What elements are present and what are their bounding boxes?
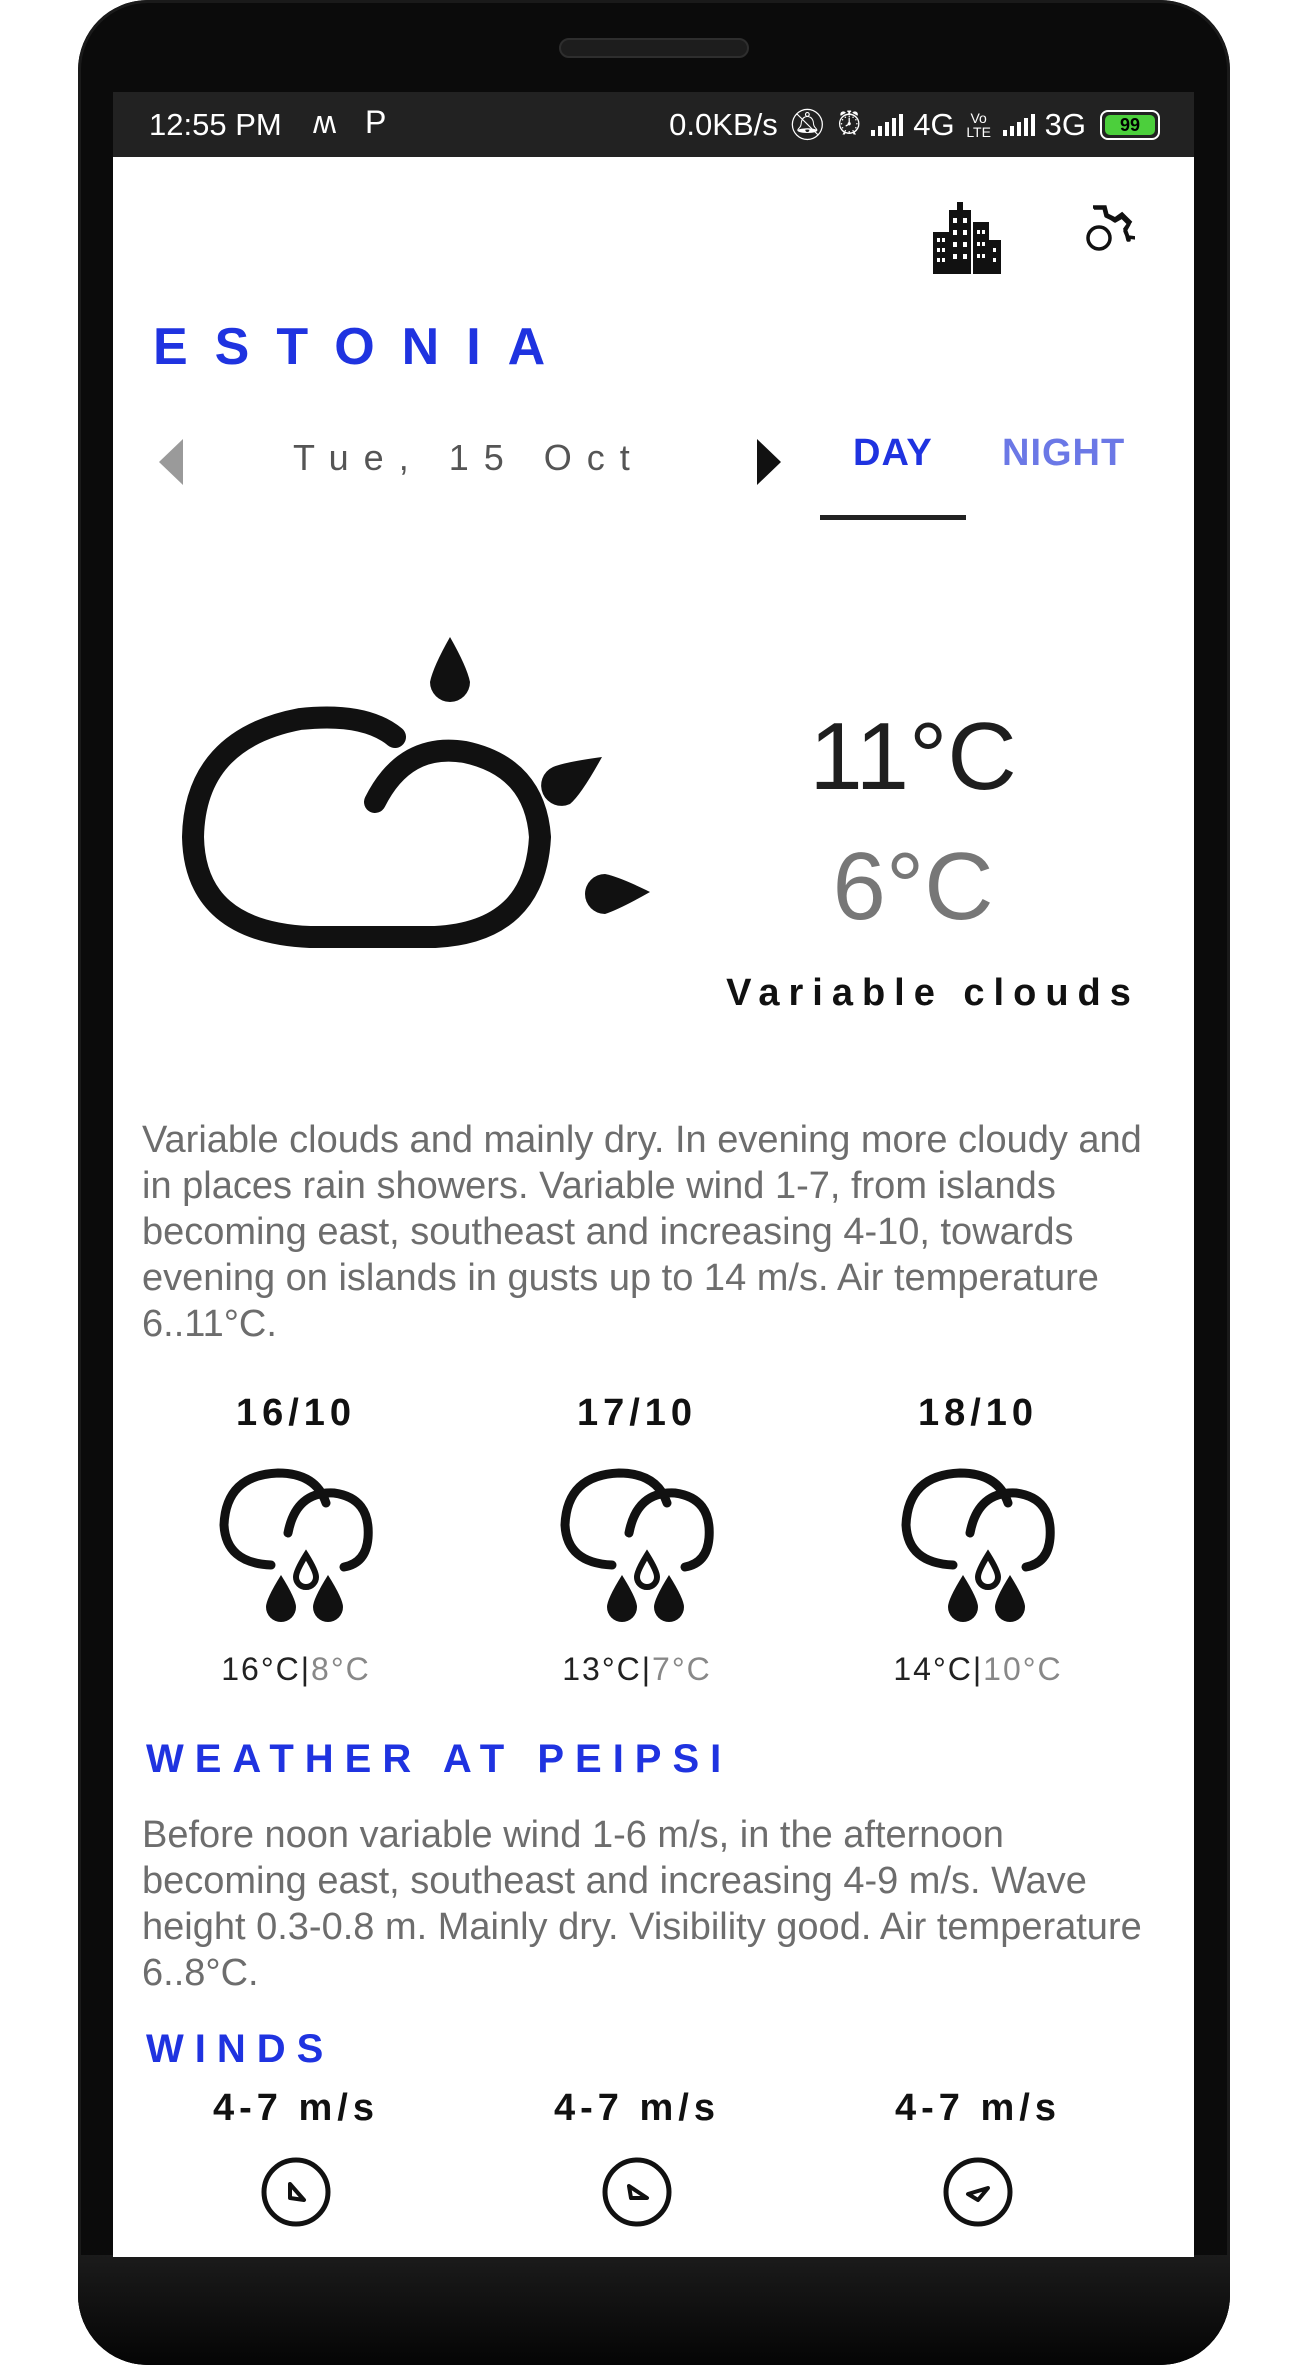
date-label: Tue, 15 Oct xyxy=(293,437,645,478)
gear-icon[interactable] xyxy=(1063,202,1135,274)
variable-clouds-icon xyxy=(165,627,677,960)
wind-direction-icon xyxy=(942,2156,1014,2228)
peipsi-description: Before noon variable wind 1-6 m/s, in the afternoon becoming east, southeast and increasing 4-9 m/s. Wave height 0.3-0.8 m. Mainly dry. Visibility good. Air temperature 6..8°C. xyxy=(142,1814,1142,1994)
wind-item xyxy=(477,2087,797,2228)
winds-title: WINDS xyxy=(146,2027,335,2071)
phone-speaker xyxy=(559,38,749,58)
rain-cloud-icon xyxy=(216,1463,376,1633)
forecast-date: 17/10 xyxy=(576,1392,698,1434)
city-icon[interactable] xyxy=(931,202,1001,274)
peipsi-title: WEATHER AT PEIPSI xyxy=(146,1737,733,1781)
forecast-temps: 13°C|7°C xyxy=(562,1651,712,1687)
forecast-low: 7°C xyxy=(652,1651,712,1687)
forecast-day xyxy=(477,1392,797,1688)
rain-cloud-icon xyxy=(557,1463,717,1633)
battery-icon xyxy=(1100,110,1160,140)
temperature-low: 6°C xyxy=(832,833,994,940)
mute-icon: 🔕︎ xyxy=(787,107,828,142)
notification-icons: ʍ P xyxy=(313,104,397,140)
next-day-button[interactable] xyxy=(753,437,783,487)
forecast-date: 16/10 xyxy=(235,1392,357,1434)
forecast-date: 18/10 xyxy=(917,1392,1039,1434)
wind-item xyxy=(818,2087,1138,2228)
status-bar xyxy=(113,92,1194,157)
wind-direction-icon xyxy=(260,2156,332,2228)
alarm-icon: ⏰︎ xyxy=(837,106,862,141)
net-speed: 0.0KB/s xyxy=(669,106,778,142)
tab-night[interactable]: NIGHT xyxy=(1002,432,1126,474)
weather-condition: Variable clouds xyxy=(726,972,1140,1014)
signal-icon xyxy=(871,114,903,136)
wind-speed: 4-7 m/s xyxy=(554,2087,720,2129)
status-time: 12:55 PM xyxy=(149,107,282,142)
forecast-temps: 14°C|10°C xyxy=(893,1651,1063,1687)
wind-item xyxy=(136,2087,456,2228)
phone-chin xyxy=(78,2255,1230,2365)
volte-icon: Vo LTE xyxy=(966,109,991,140)
forecast-day xyxy=(818,1392,1138,1688)
wind-speed: 4-7 m/s xyxy=(895,2087,1061,2129)
app-screen xyxy=(113,92,1194,2257)
region-title: ESTONIA xyxy=(153,318,573,376)
forecast-low: 10°C xyxy=(983,1651,1063,1687)
status-right xyxy=(669,106,1160,143)
network-type-1: 4G xyxy=(913,106,955,142)
wind-speed: 4-7 m/s xyxy=(213,2087,379,2129)
rain-cloud-icon xyxy=(898,1463,1058,1633)
forecast-high: 13°C xyxy=(562,1651,642,1687)
forecast-description: Variable clouds and mainly dry. In evening more cloudy and in places rain showers. Variable wind 1-7, from islands becoming east, southeast and increasing 4-10, towards evening on islands in gusts up to 14 m/s. Air temperature 6..11°C. xyxy=(142,1119,1142,1345)
forecast-low: 8°C xyxy=(311,1651,371,1687)
previous-day-button[interactable] xyxy=(157,437,187,487)
signal-icon-2 xyxy=(1003,114,1035,136)
forecast-day xyxy=(136,1392,456,1688)
battery-level: 99 xyxy=(1105,115,1155,135)
temperature-high: 11°C xyxy=(809,703,1017,810)
network-type-2: 3G xyxy=(1044,106,1086,142)
wind-direction-icon xyxy=(601,2156,673,2228)
tab-day[interactable]: DAY xyxy=(853,432,933,474)
forecast-high: 16°C xyxy=(221,1651,301,1687)
active-tab-indicator xyxy=(820,515,966,520)
forecast-high: 14°C xyxy=(893,1651,973,1687)
forecast-temps: 16°C|8°C xyxy=(221,1651,371,1687)
